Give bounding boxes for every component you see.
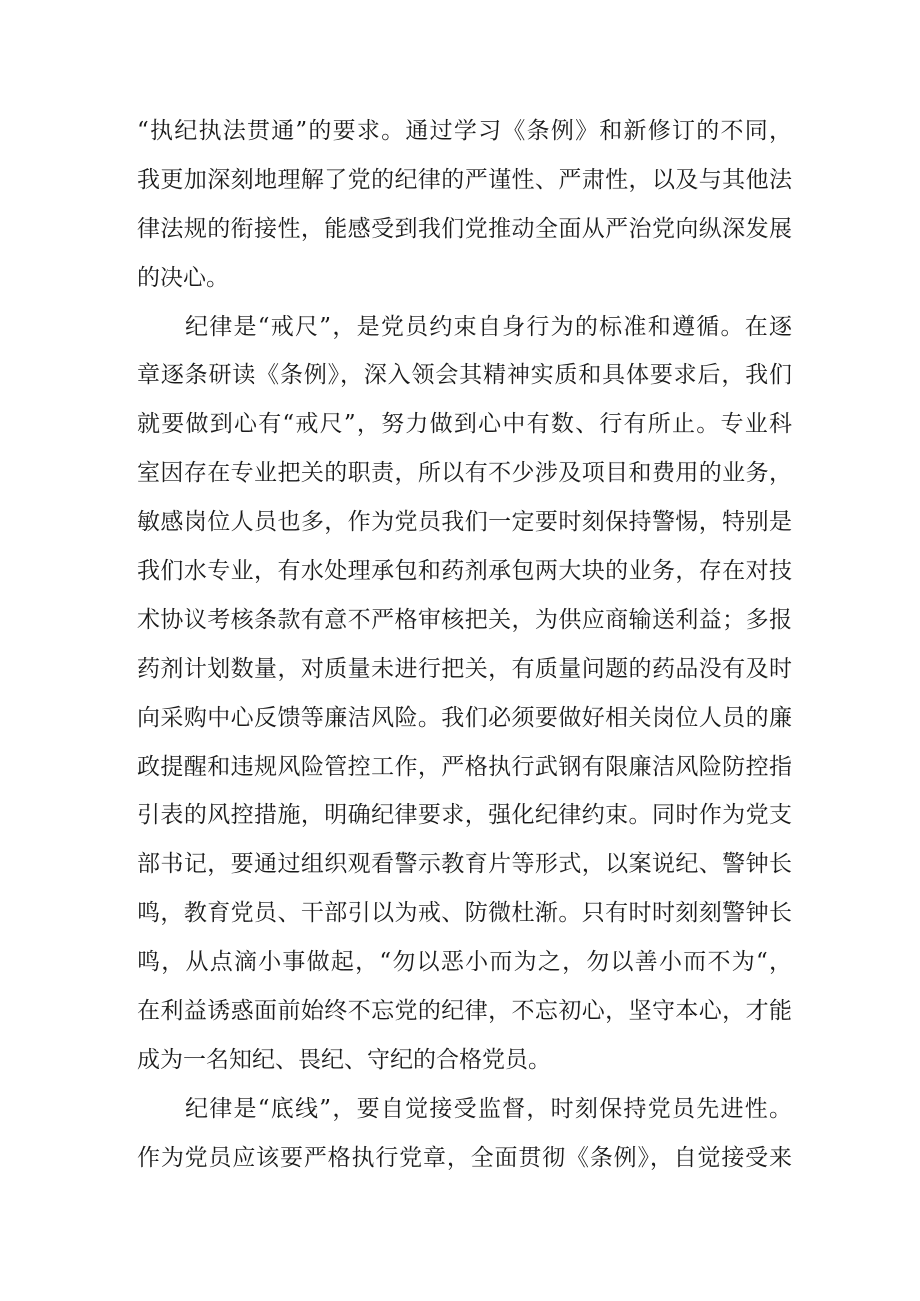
text-line: 引表的风控措施，明确纪律要求，强化纪律约束。同时作为党支 (137, 802, 792, 829)
document-body (137, 107, 792, 1183)
paragraph-first-line: 纪律是“戒尺”，是党员约束自身行为的标准和遵循。在逐 (185, 313, 792, 340)
text-line: 作为党员应该要严格执行党章，全面贯彻《条例》，自觉接受来 (137, 1144, 792, 1171)
text-line: 鸣，从点滴小事做起，“勿以恶小而为之，勿以善小而不为“， (137, 949, 792, 976)
text-line: 术协议考核条款有意不严格审核把关，为供应商输送利益；多报 (137, 606, 792, 633)
text-line: 章逐条研读《条例》，深入领会其精神实质和具体要求后，我们 (137, 362, 792, 389)
text-line: 敏感岗位人员也多，作为党员我们一定要时刻保持警惕，特别是 (137, 509, 792, 536)
text-line: 向采购中心反馈等廉洁风险。我们必须要做好相关岗位人员的廉 (137, 704, 792, 731)
text-line: 部书记，要通过组织观看警示教育片等形式，以案说纪、警钟长 (137, 851, 792, 878)
text-line: 在利益诱惑面前始终不忘党的纪律，不忘初心，坚守本心，才能 (137, 998, 792, 1025)
text-line: 我们水专业，有水处理承包和药剂承包两大块的业务，存在对技 (137, 558, 792, 585)
paragraph-first-line: 纪律是“底线”，要自觉接受监督，时刻保持党员先进性。 (185, 1095, 792, 1122)
text-line: 药剂计划数量，对质量未进行把关，有质量问题的药品没有及时 (137, 655, 792, 682)
text-line: 我更加深刻地理解了党的纪律的严谨性、严肃性，以及与其他法 (137, 166, 792, 193)
text-line: 鸣，教育党员、干部引以为戒、防微杜渐。只有时时刻刻警钟长 (137, 900, 792, 927)
text-line: 的决心。 (137, 264, 229, 291)
text-line: “执纪执法贯通”的要求。通过学习《条例》和新修订的不同， (137, 118, 792, 144)
text-line: 律法规的衔接性，能感受到我们党推动全面从严治党向纵深发展 (137, 215, 792, 242)
text-line: 政提醒和违规风险管控工作，严格执行武钢有限廉洁风险防控指 (137, 753, 792, 780)
text-line: 就要做到心有“戒尺”，努力做到心中有数、行有所止。专业科 (137, 411, 792, 438)
text-line: 室因存在专业把关的职责，所以有不少涉及项目和费用的业务， (137, 460, 792, 487)
text-line: 成为一名知纪、畏纪、守纪的合格党员。 (137, 1046, 551, 1073)
